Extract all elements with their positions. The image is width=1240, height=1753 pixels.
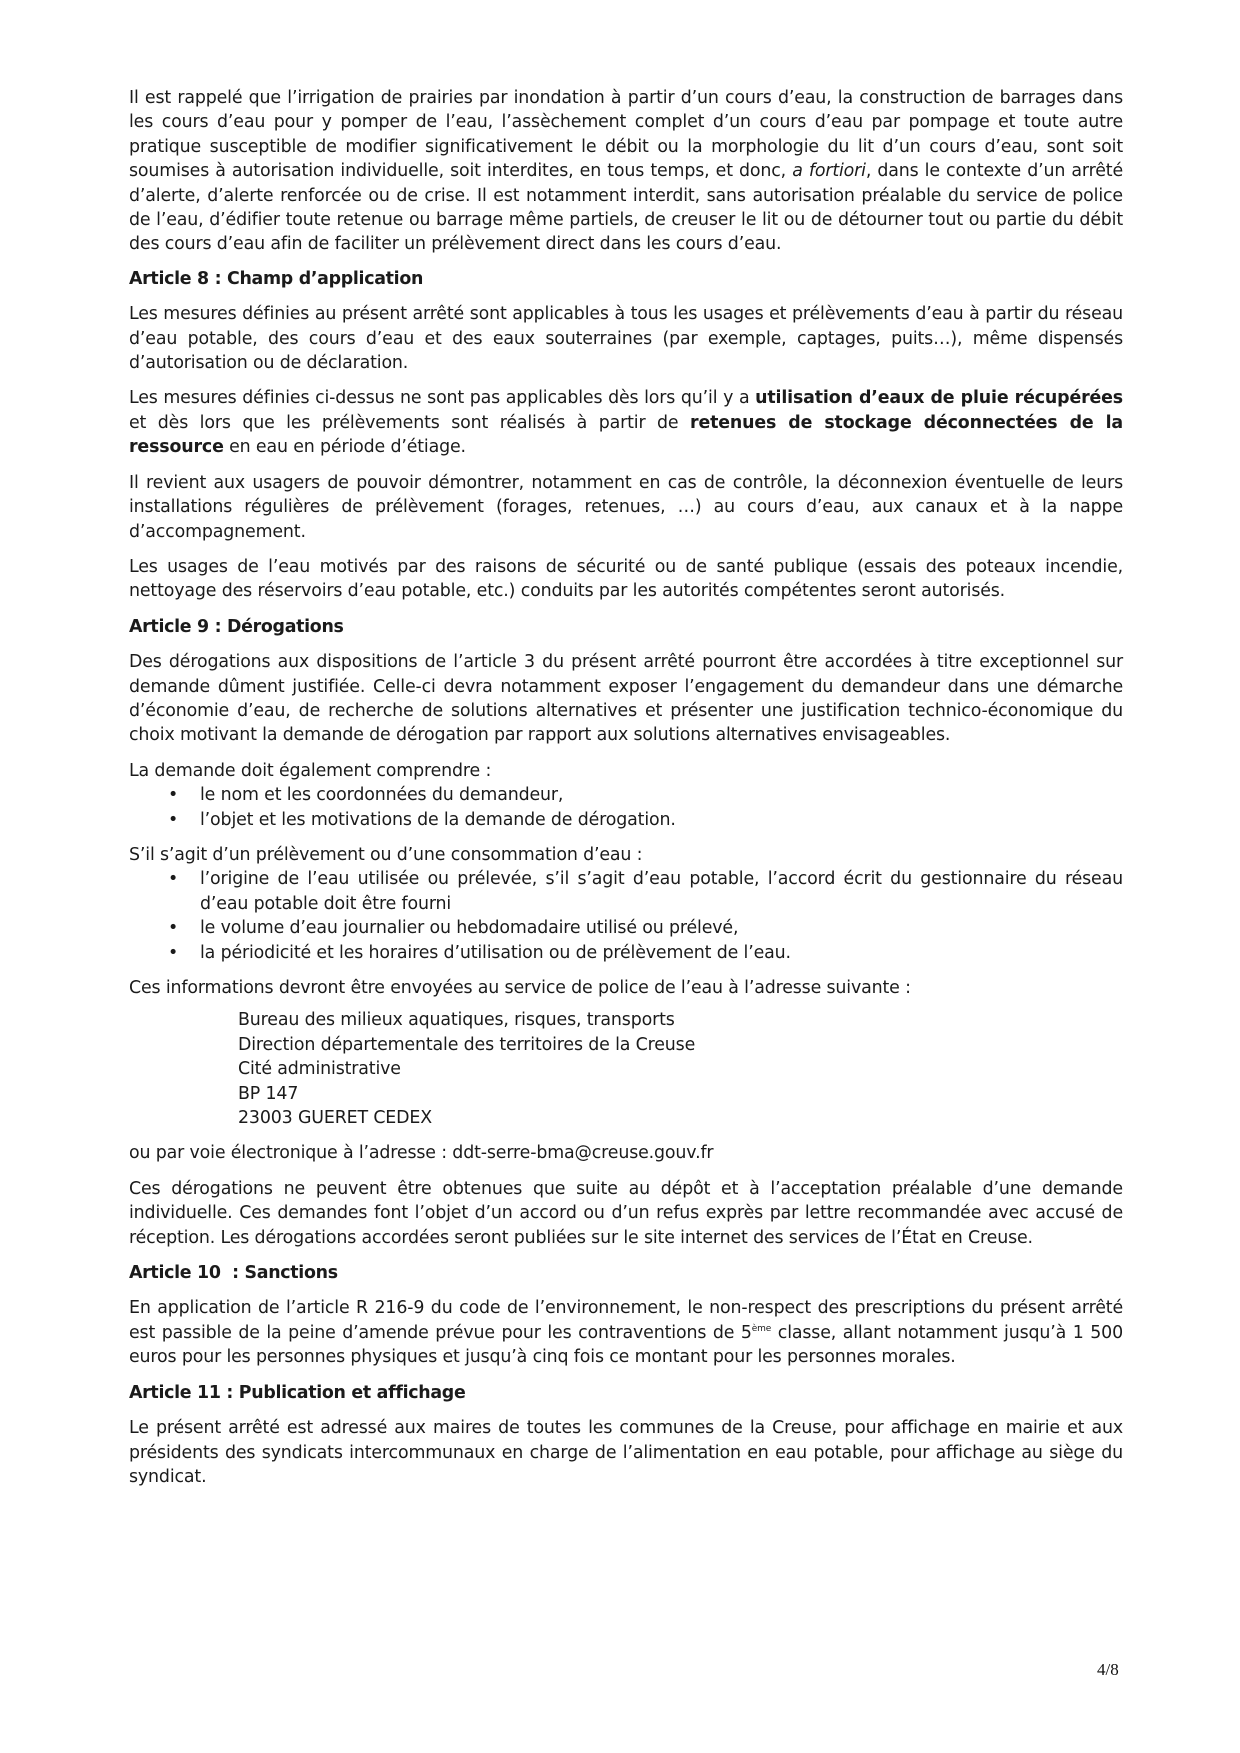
bullet-icon: • <box>168 785 179 806</box>
bullet-icon: • <box>168 809 179 830</box>
withdrawal-list <box>129 867 1123 965</box>
article-10-paragraph: En application de l’article R 216-9 du code de l’environnement, le non-respect des prescriptions du présent arrêté est passible de la peine d’amende prévue pour les contraventions de 5ème classe, allant notamment jusqu’à 1 500 euros pour les personnes physiques et jusqu’à cinq fois ce montant pour les personnes morales. <box>129 1298 1123 1368</box>
bullet-icon: • <box>168 918 179 939</box>
article-8-heading: Article 8 : Champ d’application <box>129 268 424 289</box>
italic-term: a fortiori <box>792 161 866 182</box>
address-line: Bureau des milieux aquatiques, risques, transports <box>238 1010 675 1031</box>
address-line: 23003 GUERET CEDEX <box>238 1108 432 1129</box>
bullet-icon: • <box>168 869 179 890</box>
bullet-icon: • <box>168 942 179 963</box>
postal-address <box>129 1008 1123 1130</box>
article-11-heading: Article 11 : Publication et affichage <box>129 1382 466 1403</box>
address-line: BP 147 <box>238 1083 299 1104</box>
address-line: Direction départementale des territoires de la Creuse <box>238 1034 696 1055</box>
address-lead: Ces informations devront être envoyées au service de police de l’eau à l’adresse suivante : <box>129 978 911 998</box>
article-8-paragraph-3: Il revient aux usagers de pouvoir démontrer, notamment en cas de contrôle, la déconnexion éventuelle de leurs installations régulières de prélèvement (forages, retenues, …) au cours d’eau, aux canaux et à la nappe d’accompagnement. <box>129 472 1123 542</box>
list-item: • l’origine de l’eau utilisée ou prélevée, s’il s’agit d’eau potable, l’accord écrit du gestionnaire du réseau d’eau potable doit être fourni <box>168 869 1123 914</box>
article-8-paragraph-4: Les usages de l’eau motivés par des raisons de sécurité ou de santé publique (essais des poteaux incendie, nettoyage des réservoirs d’eau potable, etc.) conduits par les autorités compétentes seront autorisés. <box>129 556 1123 602</box>
address-line: Cité administrative <box>238 1059 401 1080</box>
list-item: • le nom et les coordonnées du demandeur, <box>129 783 1123 807</box>
request-content-list <box>129 783 1123 832</box>
list-item: • l’objet et les motivations de la demande de dérogation. <box>129 808 1123 832</box>
email-line: ou par voie électronique à l’adresse : ddt-serre-bma@creuse.gouv.fr <box>129 1143 714 1164</box>
withdrawal-lead: S’il s’agit d’un prélèvement ou d’une consommation d’eau : <box>129 844 643 865</box>
page-number: 4/8 <box>1097 1660 1119 1679</box>
list-item: • le volume d’eau journalier ou hebdomadaire utilisé ou prélevé, <box>129 916 1123 940</box>
article-9-heading: Article 9 : Dérogations <box>129 616 344 637</box>
article-8-paragraph-1: Les mesures définies au présent arrêté sont applicables à tous les usages et prélèvements d’eau à partir du réseau d’eau potable, des cours d’eau et des eaux souterraines (par exemple, captages, puits…), même dispensés d’autorisation ou de déclaration. <box>129 304 1123 374</box>
list-item: • la périodicité et les horaires d’utilisation ou de prélèvement de l’eau. <box>129 941 1123 965</box>
article-8-paragraph-2: Les mesures définies ci-dessus ne sont pas applicables dès lors qu’il y a utilisation d’eaux de pluie récupérées et dès lors que les prélèvements sont réalisés à partir de retenues de stockage déconnectées de la ressource en eau en période d’étiage. <box>129 388 1124 458</box>
document-page <box>129 86 1123 1500</box>
article-9-paragraph-last: Ces dérogations ne peuvent être obtenues que suite au dépôt et à l’acceptation préalable d’une demande individuelle. Ces demandes font l’objet d’un accord ou d’un refus exprès par lettre recommandée avec accusé de réception. Les dérogations accordées seront publiées sur le site internet des services de l’État en Creuse. <box>129 1178 1123 1248</box>
article-10-heading: Article 10 : Sanctions <box>129 1263 338 1284</box>
request-content-lead: La demande doit également comprendre : <box>129 760 492 781</box>
intro-paragraph: Il est rappelé que l’irrigation de prairies par inondation à partir d’un cours d’eau, la construction de barrages dans les cours d’eau pour y pomper de l’eau, l’assèchement complet d’un cours d’eau par pompage et toute autre pratique susceptible de modifier significativement le débit ou la morphologie du lit d’un cours d’eau, sont soit soumises à autorisation individuelle, soit interdites, en tous temps, et donc, a fortiori, dans le contexte d’un arrêté d’alerte, d’alerte renforcée ou de crise. Il est notamment interdit, sans autorisation préalable du service de police de l’eau, d’édifier toute retenue ou barrage même partiels, de creuser le lit ou de détourner tout ou partie du débit des cours d’eau afin de faciliter un prélèvement direct dans les cours d’eau. <box>129 88 1123 255</box>
article-9-paragraph-1: Des dérogations aux dispositions de l’article 3 du présent arrêté pourront être accordées à titre exceptionnel sur demande dûment justifiée. Celle-ci devra notamment exposer l’engagement du demandeur dans une démarche d’économie d’eau, de recherche de solutions alternatives et présenter une justification technico-économique du choix motivant la demande de dérogation par rapport aux solutions alternatives envisageables. <box>129 652 1123 746</box>
article-11-paragraph: Le présent arrêté est adressé aux maires de toutes les communes de la Creuse, pour affichage en mairie et aux présidents des syndicats intercommunaux en charge de l’alimentation en eau potable, pour affichage au siège du syndicat. <box>129 1418 1123 1487</box>
